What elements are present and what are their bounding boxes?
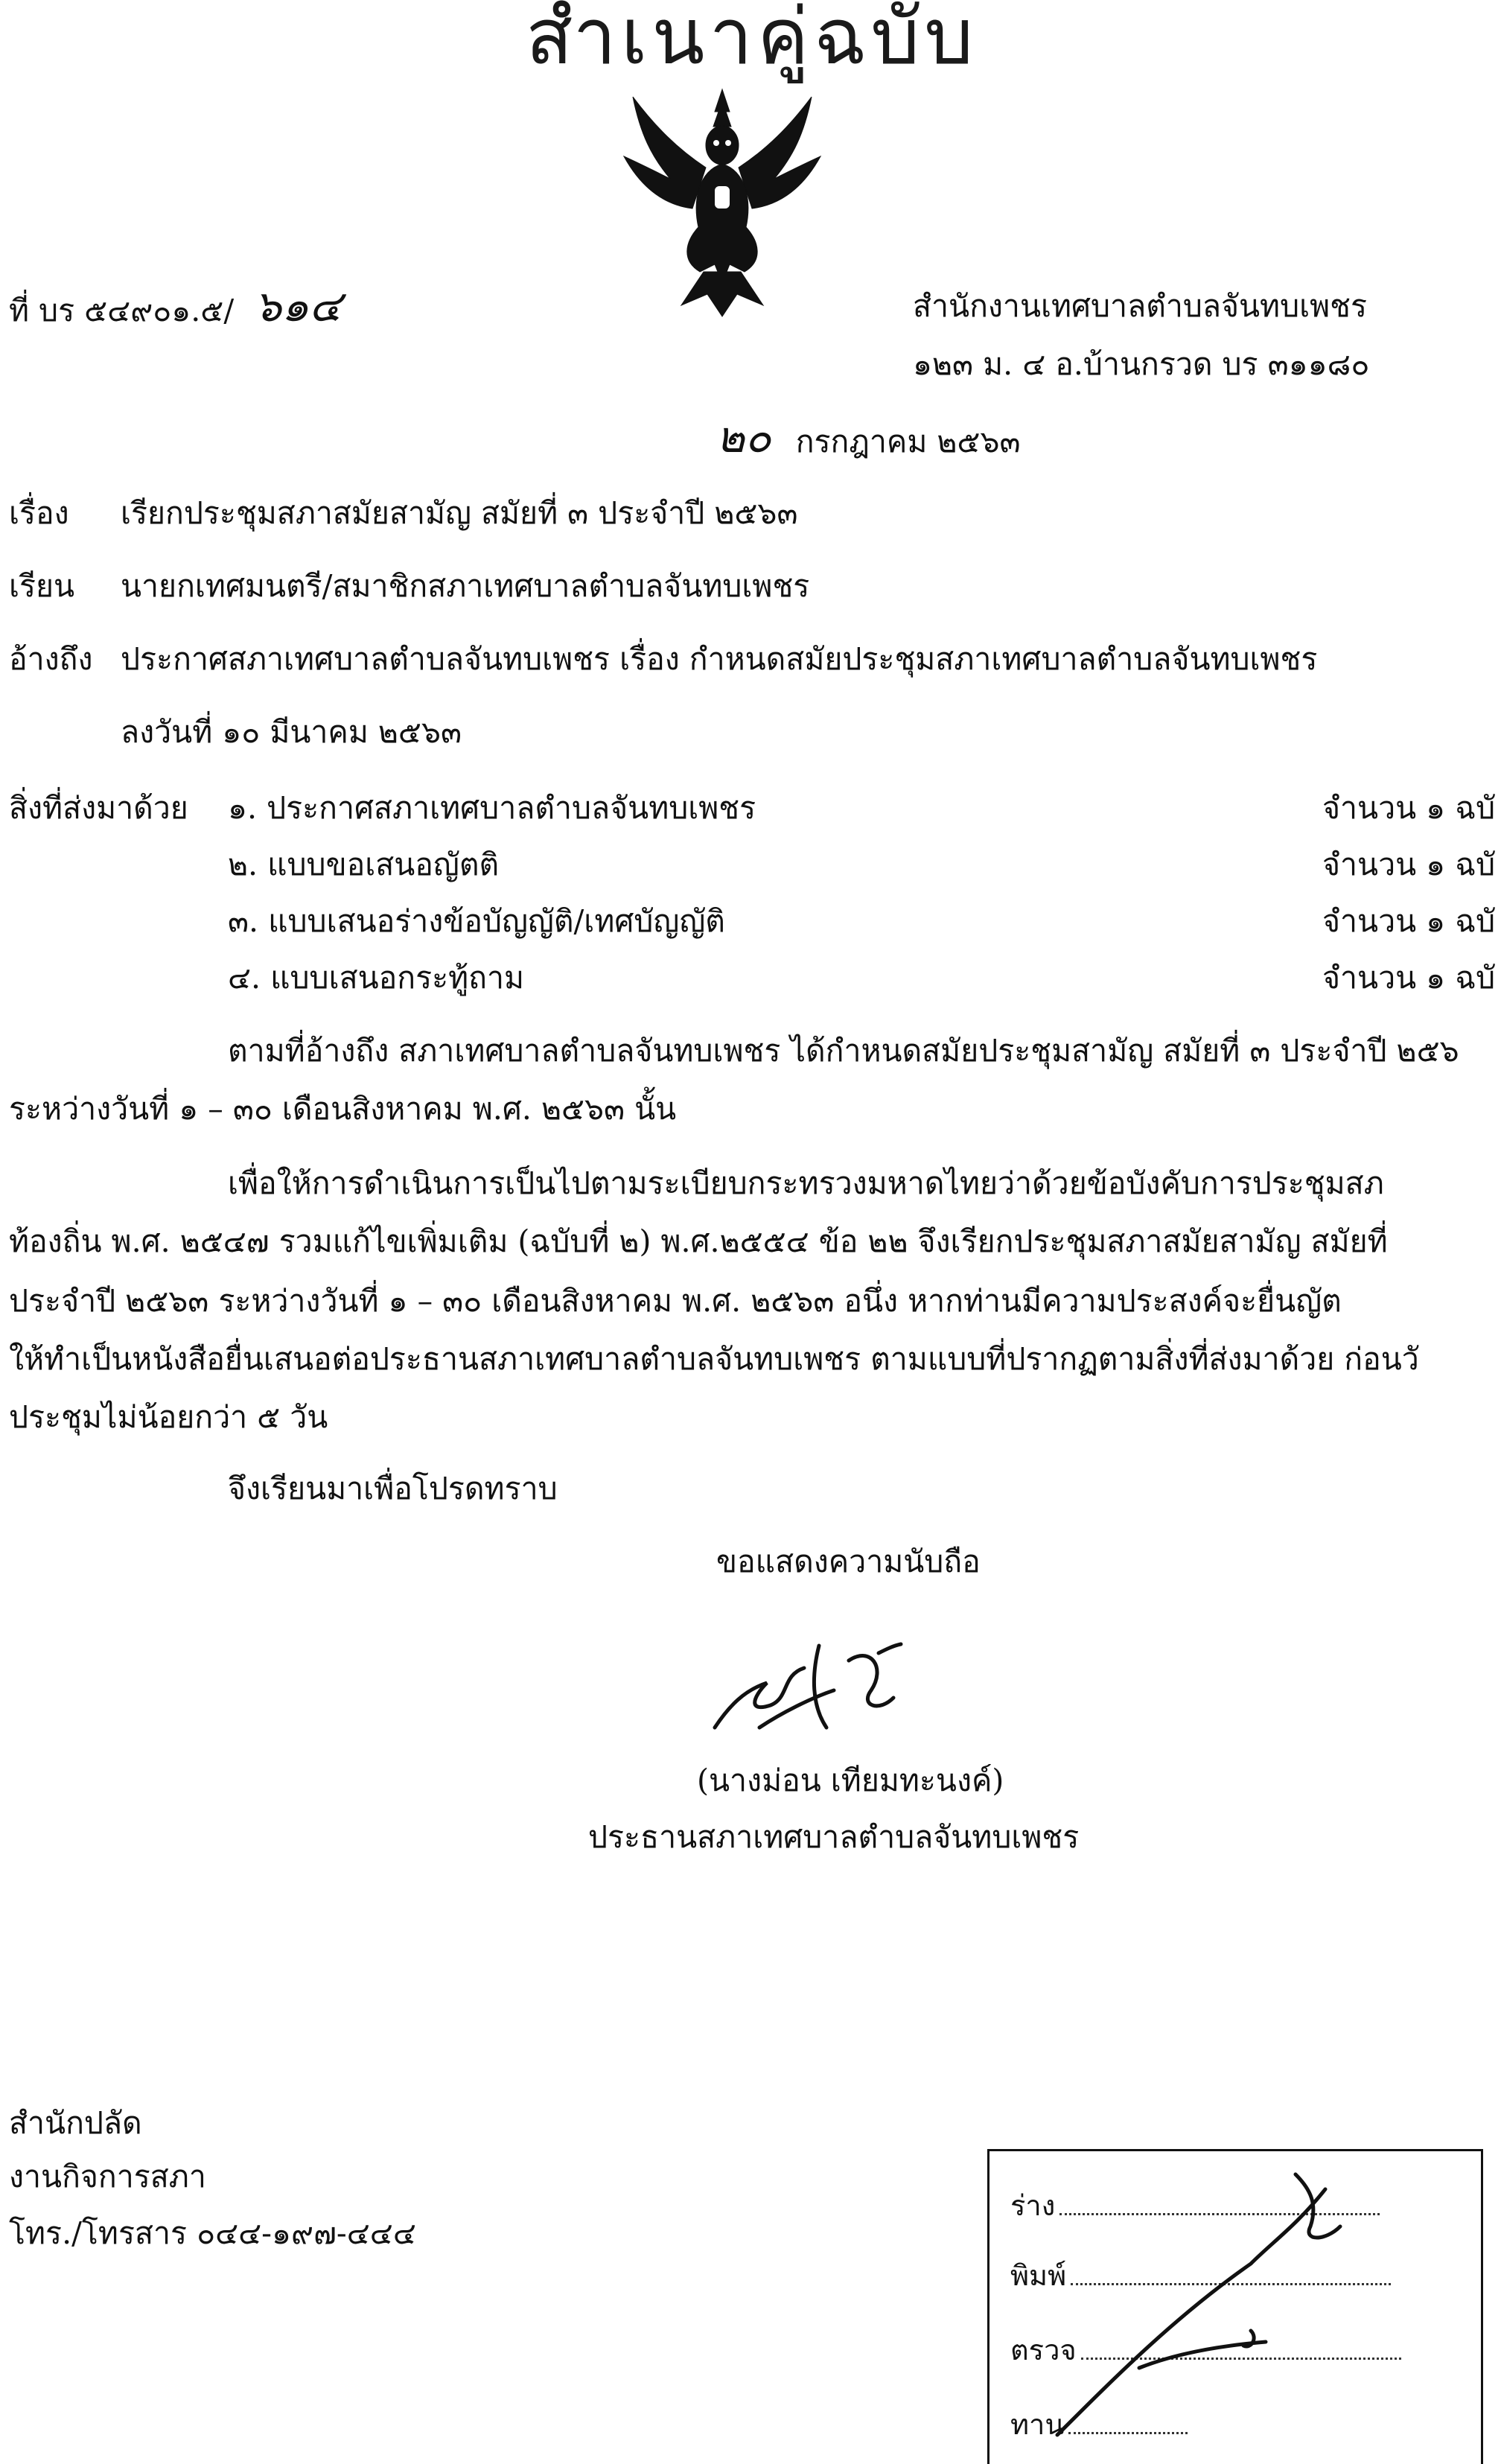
office-address: ๑๒๓ ม. ๔ อ.บ้านกรวด บร ๓๑๑๘๐ <box>913 346 1370 382</box>
copy-stamp: สำเนาคู่ฉบับ <box>526 0 978 82</box>
enclosure-item: ๓. แบบเสนอร่างข้อบัญญัติ/เทศบัญญัติ <box>228 903 725 939</box>
initial-mark <box>1027 2159 1415 2442</box>
body-p1-line2: ระหว่างวันที่ ๑ – ๓๐ เดือนสิงหาคม พ.ศ. ๒๕๖๓ นั้น <box>9 1091 677 1127</box>
enclosure-qty: จำนวน ๑ ฉบั <box>1322 903 1496 939</box>
approval-row-label: ร่าง <box>1010 2189 1056 2222</box>
body-p2-line5: ประชุมไม่น้อยกว่า ๕ วัน <box>9 1399 328 1435</box>
body-p3: จึงเรียนมาเพื่อโปรดทราบ <box>228 1471 558 1506</box>
footer-department: สำนักปลัด <box>9 2105 142 2141</box>
reference-label: อ้างถึง <box>9 641 93 677</box>
garuda-emblem <box>611 82 834 320</box>
approval-row-label: ทาน <box>1010 2408 1065 2441</box>
enclosure-qty: จำนวน ๑ ฉบั <box>1322 790 1496 826</box>
doc-number-handwritten: ๖๑๔ <box>254 281 342 331</box>
reference-line1: ประกาศสภาเทศบาลตำบลจันทบเพชร เรื่อง กำหนดสมัยประชุมสภาเทศบาลตำบลจันทบเพชร <box>121 641 1318 677</box>
enclosure-qty: จำนวน ๑ ฉบั <box>1322 847 1496 882</box>
signer-name: (นางม่อน เทียมทะนงค์) <box>697 1763 1004 1798</box>
footer-section: งานกิจการสภา <box>9 2159 206 2194</box>
enclosure-item: ๑. ประกาศสภาเทศบาลตำบลจันทบเพชร <box>228 790 756 826</box>
date-month-year: กรกฎาคม ๒๕๖๓ <box>795 424 1021 459</box>
date-day-handwritten: ๒๐ <box>716 412 771 462</box>
to-label: เรียน <box>9 568 75 604</box>
enclosure-item: ๔. แบบเสนอกระทู้ถาม <box>228 960 525 996</box>
office-name: สำนักงานเทศบาลตำบลจันทบเพชร <box>913 288 1367 324</box>
approval-row-label: ตรวจ <box>1010 2334 1077 2366</box>
signature <box>700 1616 953 1742</box>
enclosures-label: สิ่งที่ส่งมาด้วย <box>9 790 188 826</box>
subject-text: เรียกประชุมสภาสมัยสามัญ สมัยที่ ๓ ประจำปี ๒๕๖๓ <box>121 495 798 531</box>
footer-phone: โทร./โทรสาร ๐๔๔-๑๙๗-๔๔๔ <box>9 2215 416 2251</box>
enclosure-qty: จำนวน ๑ ฉบั <box>1322 960 1496 996</box>
doc-number: ที่ บร ๕๔๙๐๑.๕/ <box>9 293 235 328</box>
closing-regards: ขอแสดงความนับถือ <box>716 1544 981 1579</box>
body-p2-line1: เพื่อให้การดำเนินการเป็นไปตามระเบียบกระทรวงมหาดไทยว่าด้วยข้อบังคับการประชุมสภ <box>228 1165 1384 1201</box>
reference-line2: ลงวันที่ ๑๐ มีนาคม ๒๕๖๓ <box>121 714 462 750</box>
signer-title: ประธานสภาเทศบาลตำบลจันทบเพชร <box>588 1819 1080 1855</box>
enclosure-item: ๒. แบบขอเสนอญัตติ <box>228 847 500 882</box>
body-p2-line3: ประจำปี ๒๕๖๓ ระหว่างวันที่ ๑ – ๓๐ เดือนสิงหาคม พ.ศ. ๒๕๖๓ อนึ่ง หากท่านมีความประสงค์จะยื่นญัต <box>9 1283 1342 1319</box>
subject-label: เรื่อง <box>9 495 69 531</box>
body-p1-line1: ตามที่อ้างถึง สภาเทศบาลตำบลจันทบเพชร ได้กำหนดสมัยประชุมสามัญ สมัยที่ ๓ ประจำปี ๒๕๖ <box>228 1033 1459 1069</box>
to-text: นายกเทศมนตรี/สมาชิกสภาเทศบาลตำบลจันทบเพชร <box>121 568 810 604</box>
approval-row-label: พิมพ์ <box>1010 2259 1067 2292</box>
body-p2-line2: ท้องถิ่น พ.ศ. ๒๕๔๗ รวมแก้ไขเพิ่มเติม (ฉบับที่ ๒) พ.ศ.๒๕๕๔ ข้อ ๒๒ จึงเรียกประชุมสภาสมัยสามัญ สมัยที่ <box>9 1223 1388 1259</box>
body-p2-line4: ให้ทำเป็นหนังสือยื่นเสนอต่อประธานสภาเทศบาลตำบลจันทบเพชร ตามแบบที่ปรากฏตามสิ่งที่ส่งมาด้วย ก่อนวั <box>9 1341 1419 1377</box>
